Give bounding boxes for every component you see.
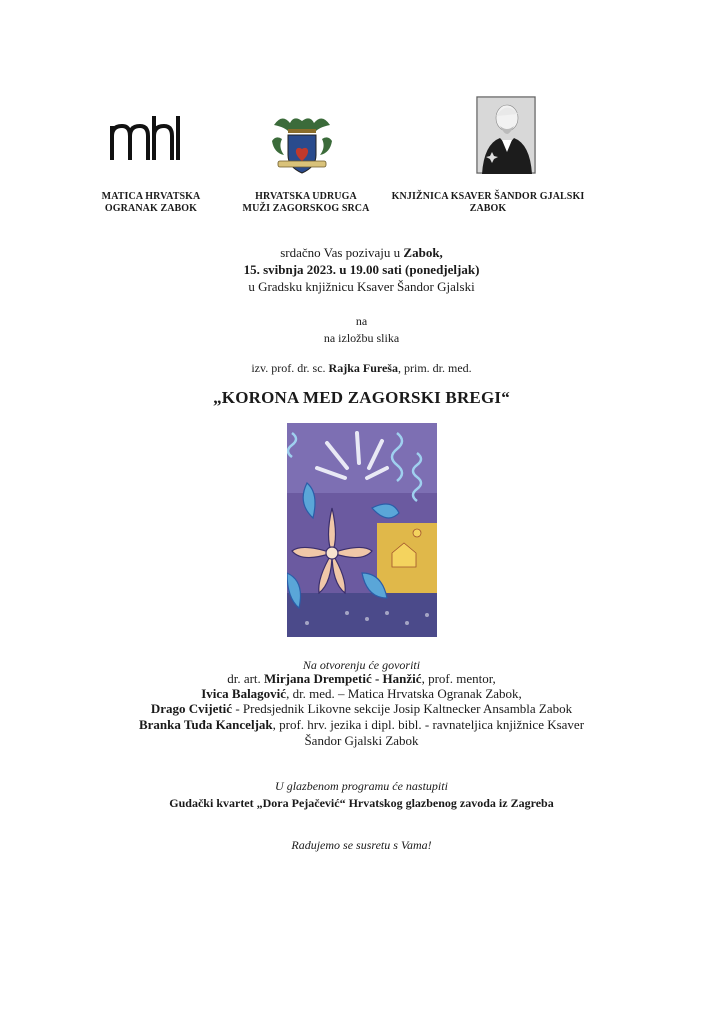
invite-na: na [355,314,368,328]
exhibition-painting [287,423,437,637]
invite-author-line [0,361,723,376]
exhibition-title: „KORONA MED ZAGORSKI BREGI“ [213,388,510,407]
invite-town: Zabok, [403,245,443,260]
invite-date: 15. svibnja 2023. u 19.00 sati (ponedjeljak) [243,262,480,277]
muzi-zagorskog-srca-crest [268,111,336,177]
invite-venue: u Gradsku knjižnicu Ksaver Šandor Gjalski [248,279,475,294]
author-suffix: , prim. dr. med. [397,361,472,375]
ksaver-sandor-gjalski-portrait [476,96,536,174]
invite-exhibition: na izložbu slika [323,331,400,345]
speaker-name: Mirjana Drempetić - Hanžić [264,671,422,686]
speaker-4-line-2: Šandor Gjalski Zabok [304,733,419,748]
org-caption-line: MUŽI ZAGORSKOG SRCA [242,203,370,214]
org-caption-muzi [236,191,376,215]
speaker-role: - Predsjednik Likovne sekcije Josip Kaltnecker Ansambla Zabok [232,701,573,716]
org-caption-line: MATICA HRVATSKA [101,191,201,202]
org-caption-line: KNJIŽNICA KSAVER ŠANDOR GJALSKI [391,191,585,202]
invite-date-line [0,262,723,278]
speaker-name: Branka Tuđa Kanceljak [138,717,273,732]
invite-text: srdačno Vas pozivaju u [280,245,404,260]
speaker-role: , prof. hrv. jezika i dipl. bibl. - ravnateljica knjižnice Ksaver [272,717,585,732]
org-caption-knjiznica [382,191,594,215]
org-caption-line: HRVATSKA UDRUGA [255,191,357,202]
music-heading-text: U glazbenom programu će nastupiti [275,779,448,793]
speaker-4 [0,717,723,733]
mh-logo-text: mh [112,160,114,161]
speaker-1 [0,671,723,687]
org-caption-line: OGRANAK ZABOK [104,203,198,214]
speaker-2 [0,686,723,702]
invite-line-1 [0,245,723,261]
author-prefix: izv. prof. dr. sc. [251,361,329,375]
speakers-heading-text: Na otvorenju će govoriti [302,658,421,672]
closing-text: Radujemo se susretu s Vama! [291,838,432,852]
speaker-name: Drago Cvijetić [150,701,233,716]
org-caption-line: ZABOK [469,203,507,214]
speaker-prefix: dr. art. [227,671,265,686]
speaker-role: , dr. med. – Matica Hrvatska Ogranak Zabok, [286,686,522,701]
speaker-3 [0,701,723,717]
music-performers-text: Gudački kvartet „Dora Pejačević“ Hrvatskog glazbenog zavoda iz Zagreba [169,796,554,810]
org-caption-matica [76,191,226,215]
music-heading [0,779,723,794]
speaker-name: Ivica Balagović [201,686,287,701]
author-name: Rajka Fureša [328,361,398,375]
speaker-role: , prof. mentor, [421,671,496,686]
closing-line [0,838,723,853]
matica-hrvatska-logo [108,112,192,164]
music-performers [0,796,723,811]
